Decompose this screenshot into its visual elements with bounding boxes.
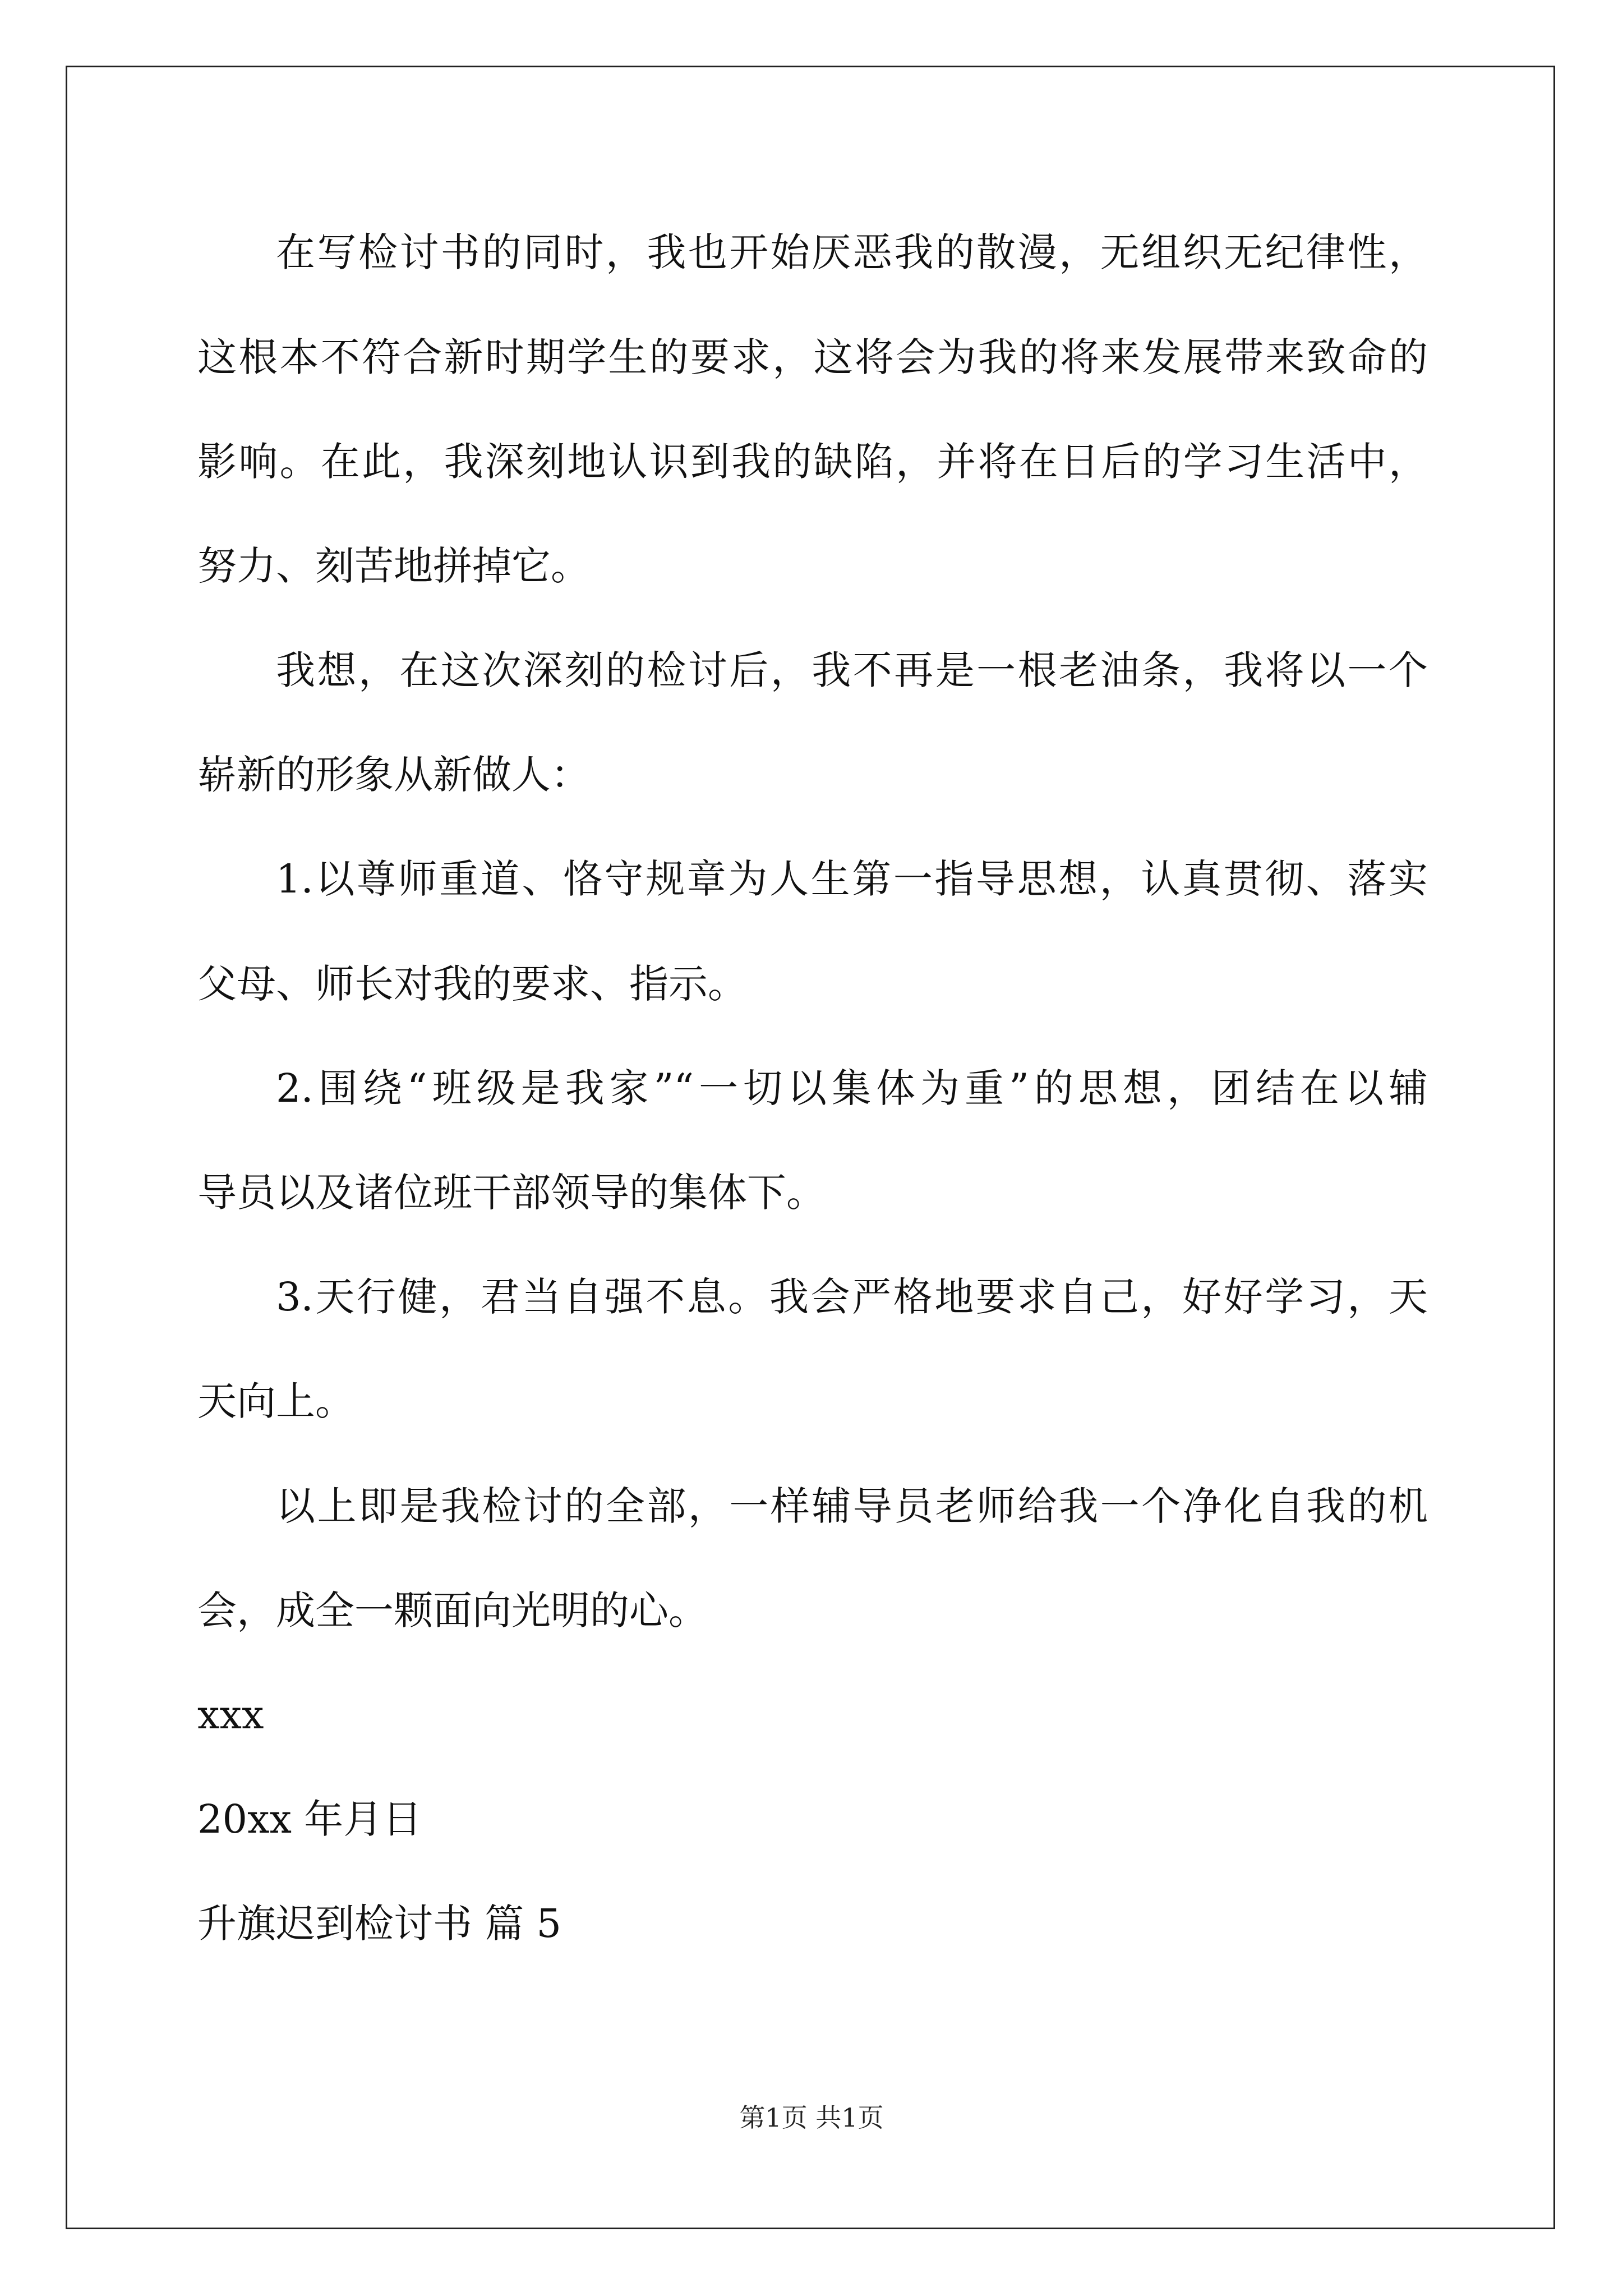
paragraph-line: 影响。在此，我深刻地认识到我的缺陷，并将在日后的学习生活中， (197, 439, 1428, 485)
list-item-line: 1.以尊师重道、恪守规章为人生第一指导思想，认真贯彻、落实 (276, 856, 1428, 902)
list-item-line: 导员以及诸位班干部领导的集体下。 (197, 1170, 826, 1216)
paragraph-line: 崭新的形象从新做人： (197, 752, 590, 798)
signature-name: xxx (197, 1692, 264, 1738)
list-item-line: 3.天行健，君当自强不息。我会严格地要求自己，好好学习，天 (276, 1274, 1428, 1320)
paragraph-line: 我想，在这次深刻的检讨后，我不再是一根老油条，我将以一个 (276, 647, 1428, 693)
signature-date: 20xx 年月日 (197, 1796, 422, 1842)
paragraph-line: 会，成全一颗面向光明的心。 (197, 1588, 708, 1634)
list-item-line: 2.围绕“班级是我家”“一切以集体为重”的思想，团结在以辅 (276, 1065, 1428, 1111)
paragraph-line: 在写检讨书的同时，我也开始厌恶我的散漫，无组织无纪律性， (276, 229, 1428, 275)
paragraph-line: 努力、刻苦地拼掉它。 (197, 543, 590, 589)
list-item-line: 父母、师长对我的要求、指示。 (197, 961, 747, 1007)
page-footer: 第1页 共1页 (739, 2102, 884, 2133)
section-heading: 升旗迟到检讨书 篇 5 (197, 1901, 562, 1947)
paragraph-line: 以上即是我检讨的全部，一样辅导员老师给我一个净化自我的机 (276, 1483, 1428, 1529)
list-item-line: 天向上。 (197, 1378, 354, 1424)
paragraph-line: 这根本不符合新时期学生的要求，这将会为我的将来发展带来致命的 (197, 334, 1428, 380)
